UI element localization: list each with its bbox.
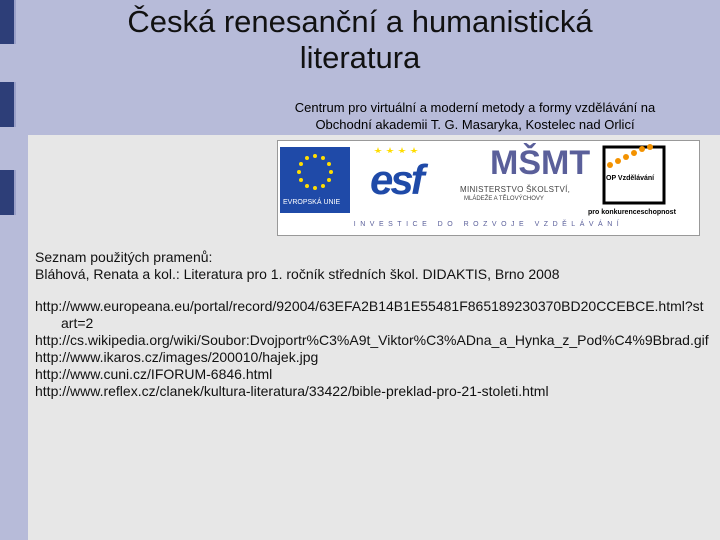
msmt-logo bbox=[460, 144, 591, 211]
esf-label: esf bbox=[370, 156, 422, 203]
side-bar-1 bbox=[0, 0, 16, 44]
slide-subtitle bbox=[250, 99, 700, 133]
msmt-sub-2: MLÁDEŽE A TĚLOVÝCHOVY bbox=[464, 196, 544, 202]
subtitle-line-1: Centrum pro virtuální a moderní metody a formy vzdělávání na bbox=[294, 100, 656, 115]
esf-logo bbox=[370, 145, 436, 211]
source-url: http://www.ikaros.cz/images/200010/hajek.jpg bbox=[35, 349, 319, 365]
logo-strip bbox=[277, 140, 700, 236]
msmt-label: MŠMT bbox=[490, 144, 591, 182]
eu-label: EVROPSKÁ UNIE bbox=[283, 199, 341, 206]
sources-heading: Seznam použitých pramenů: bbox=[35, 249, 213, 265]
op-label-1: OP Vzdělávání bbox=[606, 175, 655, 182]
msmt-sub-1: MINISTERSTVO ŠKOLSTVÍ, bbox=[460, 185, 571, 194]
source-url: http://www.cuni.cz/IFORUM-6846.html bbox=[35, 366, 273, 382]
source-url: http://www.reflex.cz/clanek/kultura-literatura/33422/bible-preklad-pro-21-stoleti.html bbox=[35, 383, 549, 399]
eu-stars-icon bbox=[280, 147, 350, 197]
source-url: http://www.europeana.eu/portal/record/92004/63EFA2B14B1E55481F865189230370BD20CCEBCE.html?start=2 bbox=[35, 298, 704, 331]
side-bar-2 bbox=[0, 82, 16, 127]
sources-book: Bláhová, Renata a kol.: Literatura pro 1. ročník středních škol. DIDAKTIS, Brno 2008 bbox=[35, 266, 560, 282]
slide-title bbox=[20, 4, 700, 76]
title-line-2: literatura bbox=[299, 40, 421, 75]
subtitle-line-2: Obchodní akademii T. G. Masaryka, Kostelec nad Orlicí bbox=[315, 117, 635, 132]
source-url: http://cs.wikipedia.org/wiki/Soubor:Dvojportr%C3%A9t_Viktor%C3%ADna_a_Hynka_z_Pod%C4%9Bbrad.gif bbox=[35, 332, 709, 348]
investice-label: INVESTICE DO ROZVOJE VZDĚLÁVÁNÍ bbox=[353, 221, 624, 228]
sources-block bbox=[35, 249, 710, 400]
side-bar-3 bbox=[0, 170, 16, 215]
eu-flag-logo bbox=[280, 147, 350, 213]
title-line-1: Česká renesanční a humanistická bbox=[127, 4, 593, 39]
op-logo bbox=[588, 143, 696, 217]
op-label-2: pro konkurenceschopnost bbox=[588, 209, 676, 216]
